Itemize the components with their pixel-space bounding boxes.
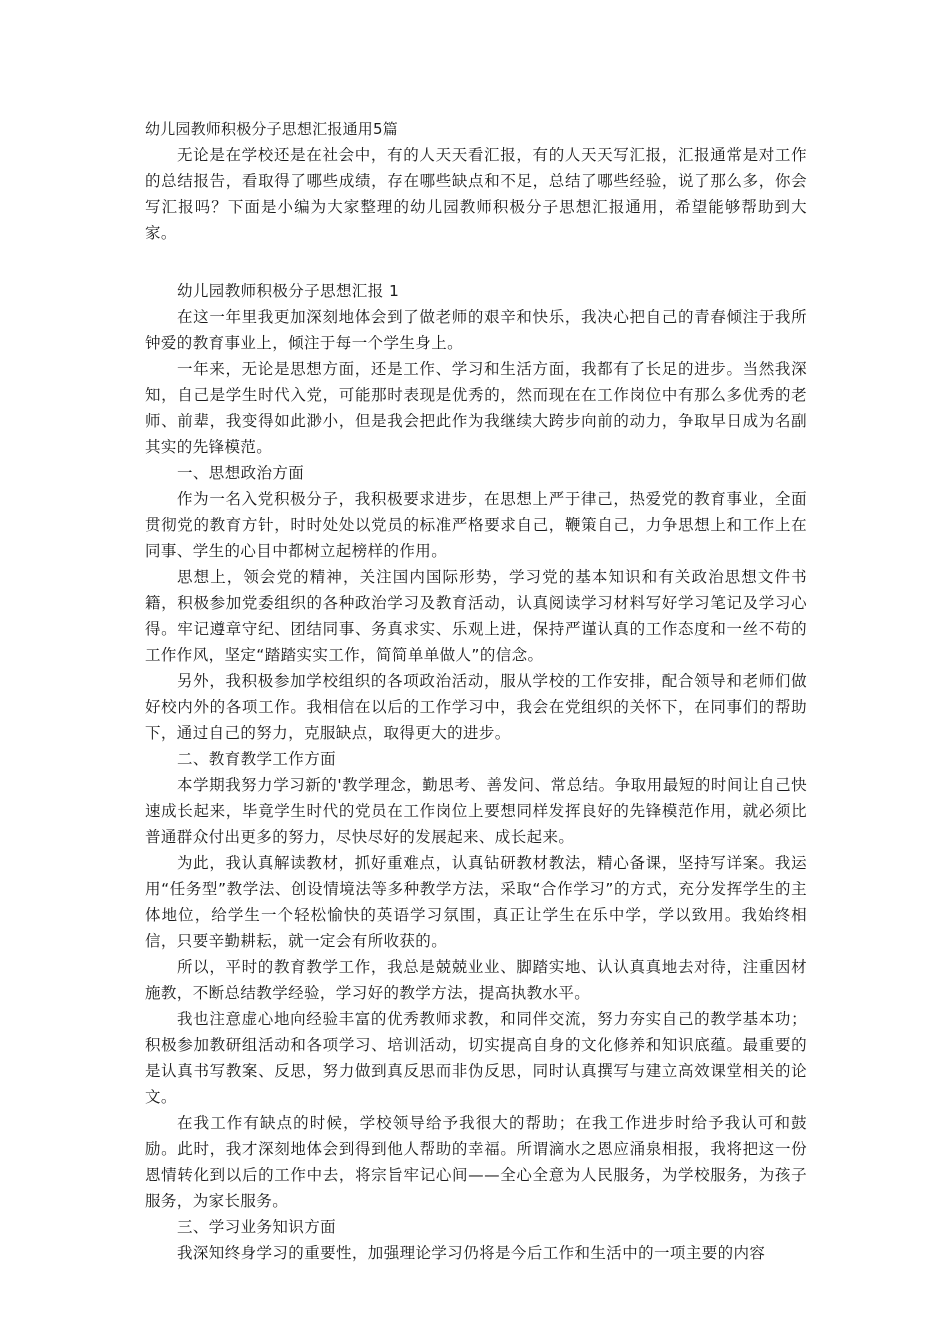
subheading-teaching: 二、教育教学工作方面 [177,750,337,768]
body-paragraph: 我也注意虚心地向经验丰富的优秀教师求教，和同伴交流，努力夯实自己的教学基本功；积极参加教研组活动和各项学习、培训活动，切实提高自身的文化修养和知识底蕴。最重要的是认真书写教案、反思，努力做到真反思而非伪反思，同时认真撰写与建立高效课堂相关的论文。 [145,1010,807,1106]
intro-paragraph: 无论是在学校还是在社会中，有的人天天看汇报，有的人天天写汇报，汇报通常是对工作的总结报告，看取得了哪些成绩，存在哪些缺点和不足，总结了哪些经验，说了那么多，你会写汇报吗？下面是小编为大家整理的幼儿园教师积极分子思想汇报通用，希望能够帮助到大家。 [145,146,807,242]
body-paragraph: 在我工作有缺点的时候，学校领导给予我很大的帮助；在我工作进步时给予我认可和鼓励。此时，我才深刻地体会到得到他人帮助的幸福。所谓滴水之恩应涌泉相报，我将把这一份恩情转化到以后的工作中去，将宗旨牢记心间——全心全意为人民服务，为学校服务，为孩子服务，为家长服务。 [145,1114,807,1210]
body-paragraph: 在这一年里我更加深刻地体会到了做老师的艰辛和快乐，我决心把自己的青春倾注于我所钟爱的教育事业上，倾注于每一个学生身上。 [145,308,807,352]
body-paragraph: 一年来，无论是思想方面，还是工作、学习和生活方面，我都有了长足的进步。当然我深知，自己是学生时代入党，可能那时表现是优秀的，然而现在在工作岗位中有那么多优秀的老师、前辈，我变得如此渺小，但是我会把此作为我继续大跨步向前的动力，争取早日成为名副其实的先锋模范。 [145,360,807,456]
body-paragraph: 为此，我认真解读教材，抓好重难点，认真钻研教材教法，精心备课，坚持写详案。我运用“任务型”教学法、创设情境法等多种教学方法，采取“合作学习”的方式，充分发挥学生的主体地位，给学生一个轻松愉快的英语学习氛围，真正让学生在乐中学，学以致用。我始终相信，只要辛勤耕耘，就一定会有所收获的。 [145,854,807,950]
subheading-learning: 三、学习业务知识方面 [177,1218,337,1236]
body-paragraph: 所以，平时的教育教学工作，我总是兢兢业业、脚踏实地、认认真真地去对待，注重因材施教，不断总结教学经验，学习好的教学方法，提高执教水平。 [145,958,807,1002]
body-paragraph: 本学期我努力学习新的'教学理念，勤思考、善发问、常总结。争取用最短的时间让自己快速成长起来，毕竟学生时代的党员在工作岗位上要想同样发挥良好的先锋模范作用，就必须比普通群众付出更多的努力，尽快尽好的发展起来、成长起来。 [145,776,807,846]
subheading-political: 一、思想政治方面 [177,464,305,482]
body-paragraph: 作为一名入党积极分子，我积极要求进步，在思想上严于律己，热爱党的教育事业，全面贯彻党的教育方针，时时处处以党员的标准严格要求自己，鞭策自己，力争思想上和工作上在同事、学生的心目中都树立起榜样的作用。 [145,490,807,560]
section-title: 幼儿园教师积极分子思想汇报 1 [177,282,400,300]
body-paragraph: 另外，我积极参加学校组织的各项政治活动，服从学校的工作安排，配合领导和老师们做好校内外的各项工作。我相信在以后的工作学习中，我会在党组织的关怀下，在同事们的帮助下，通过自己的努力，克服缺点，取得更大的进步。 [145,672,807,742]
body-paragraph: 思想上，领会党的精神，关注国内国际形势，学习党的基本知识和有关政治思想文件书籍，积极参加党委组织的各种政治学习及教育活动，认真阅读学习材料写好学习笔记及学习心得。牢记遵章守纪、团结同事、务真求实、乐观上进，保持严谨认真的工作态度和一丝不苟的工作作风，坚定“踏踏实实工作，简简单单做人”的信念。 [145,568,807,664]
document-title: 幼儿园教师积极分子思想汇报通用5篇 [145,120,398,138]
section-gap [145,246,807,278]
document-page [145,116,807,1266]
body-paragraph: 我深知终身学习的重要性，加强理论学习仍将是今后工作和生活中的一项主要的内容 [177,1244,766,1262]
